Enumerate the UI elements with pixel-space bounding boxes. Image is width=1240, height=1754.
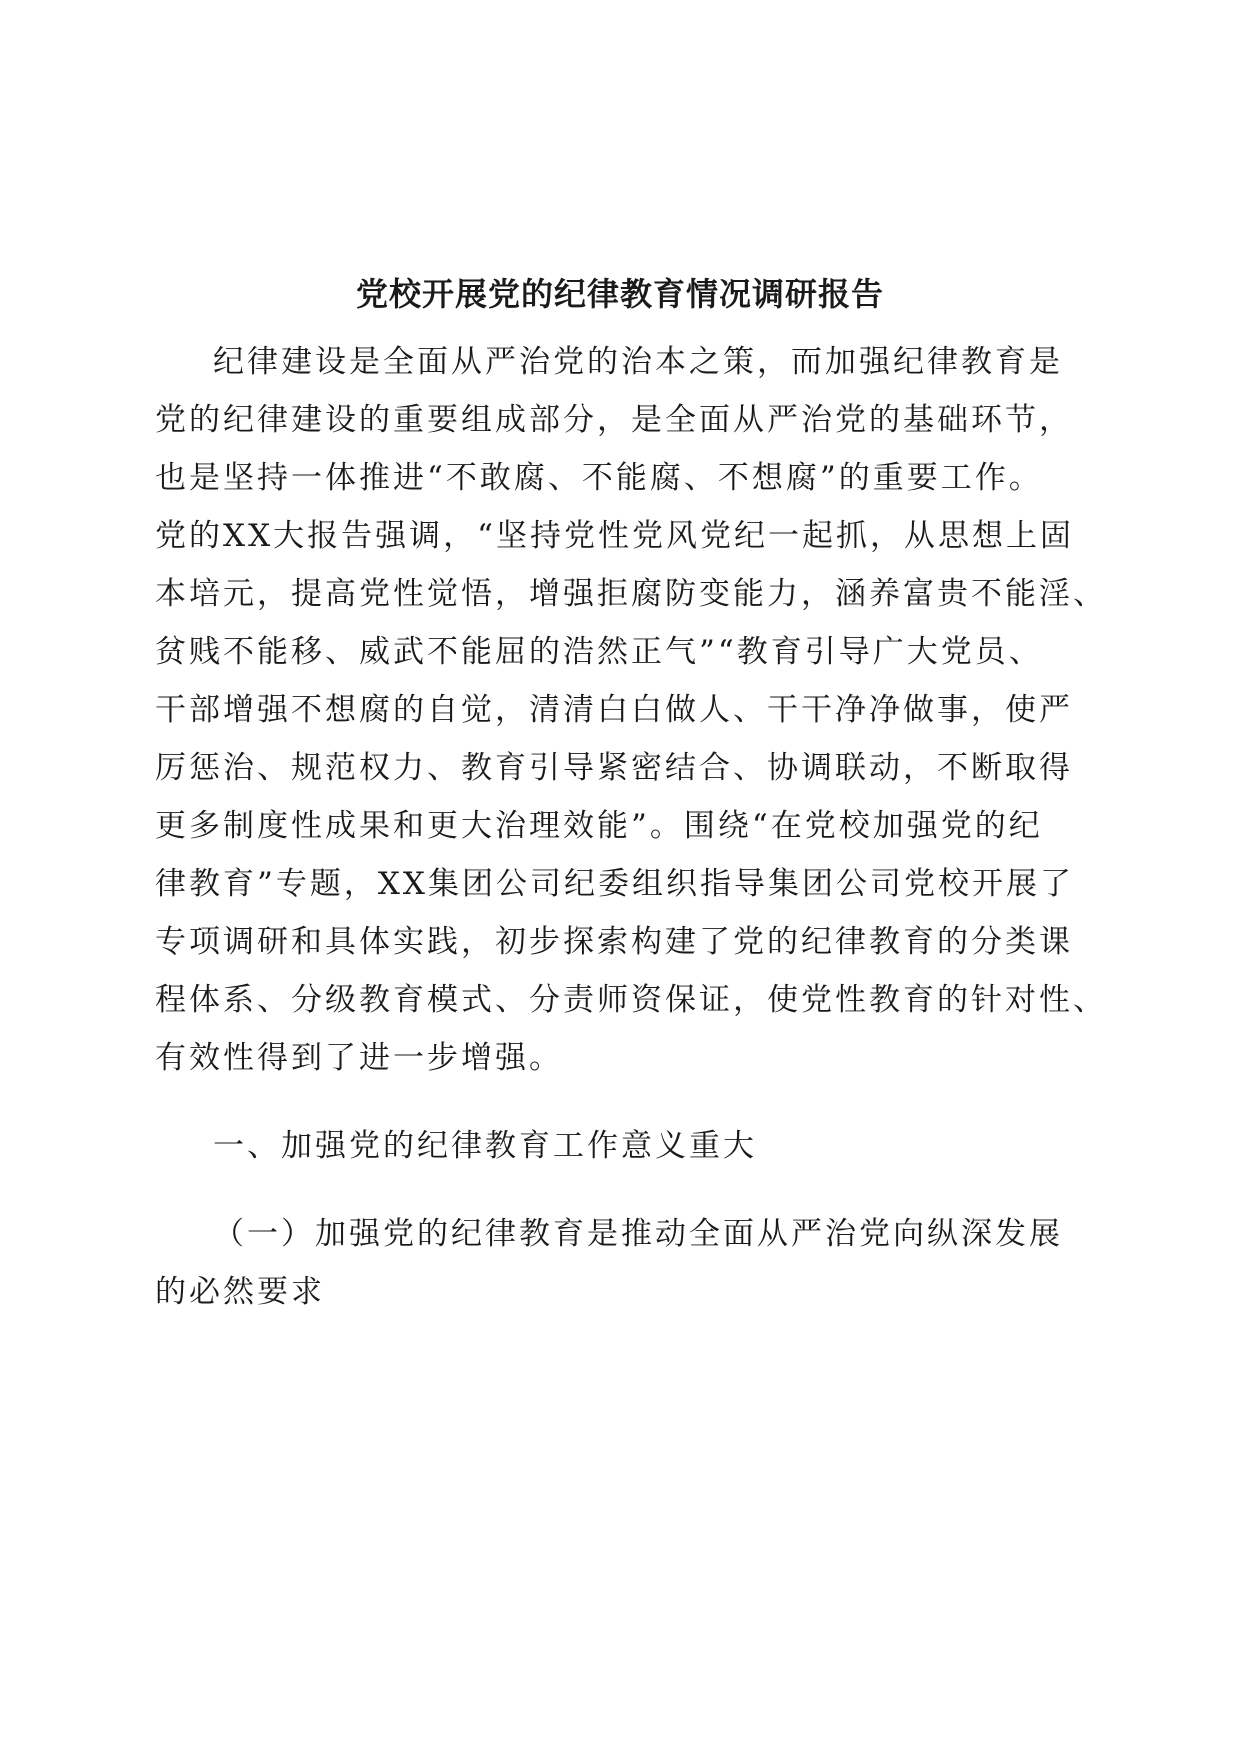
paragraph-line: 党的XX大报告强调，“坚持党性党风党纪一起抓，从思想上固: [155, 518, 1074, 554]
paragraph-line: 专项调研和具体实践，初步探索构建了党的纪律教育的分类课: [155, 924, 1073, 960]
paragraph-line: 纪律建设是全面从严治党的治本之策，而加强纪律教育是: [213, 344, 1063, 380]
paragraph-line: 干部增强不想腐的自觉，清清白白做人、干干净净做事，使严: [155, 692, 1073, 728]
paragraph-line: 程体系、分级教育模式、分责师资保证，使党性教育的针对性、: [155, 982, 1107, 1018]
paragraph-line: 也是坚持一体推进“不敢腐、不能腐、不想腐”的重要工作。: [155, 460, 1043, 496]
paragraph-line: 律教育”专题，XX集团公司纪委组织指导集团公司党校开展了: [155, 866, 1074, 902]
paragraph-line: 有效性得到了进一步增强。: [155, 1040, 563, 1076]
paragraph-line: 更多制度性成果和更大治理效能”。围绕“在党校加强党的纪: [155, 808, 1043, 844]
paragraph-line: 党的纪律建设的重要组成部分，是全面从严治党的基础环节，: [155, 402, 1073, 438]
subsection-line: （一）加强党的纪律教育是推动全面从严治党向纵深发展: [213, 1216, 1063, 1252]
paragraph-line: 贫贱不能移、威武不能屈的浩然正气”“教育引导广大党员、: [155, 634, 1043, 670]
section-heading: 一、加强党的纪律教育工作意义重大: [213, 1128, 757, 1164]
document-title: 党校开展党的纪律教育情况调研报告: [355, 275, 884, 313]
paragraph-line: 本培元，提高党性觉悟，增强拒腐防变能力，涵养富贵不能淫、: [155, 576, 1107, 612]
paragraph-line: 厉惩治、规范权力、教育引导紧密结合、协调联动，不断取得: [155, 750, 1073, 786]
subsection-line: 的必然要求: [155, 1274, 325, 1310]
